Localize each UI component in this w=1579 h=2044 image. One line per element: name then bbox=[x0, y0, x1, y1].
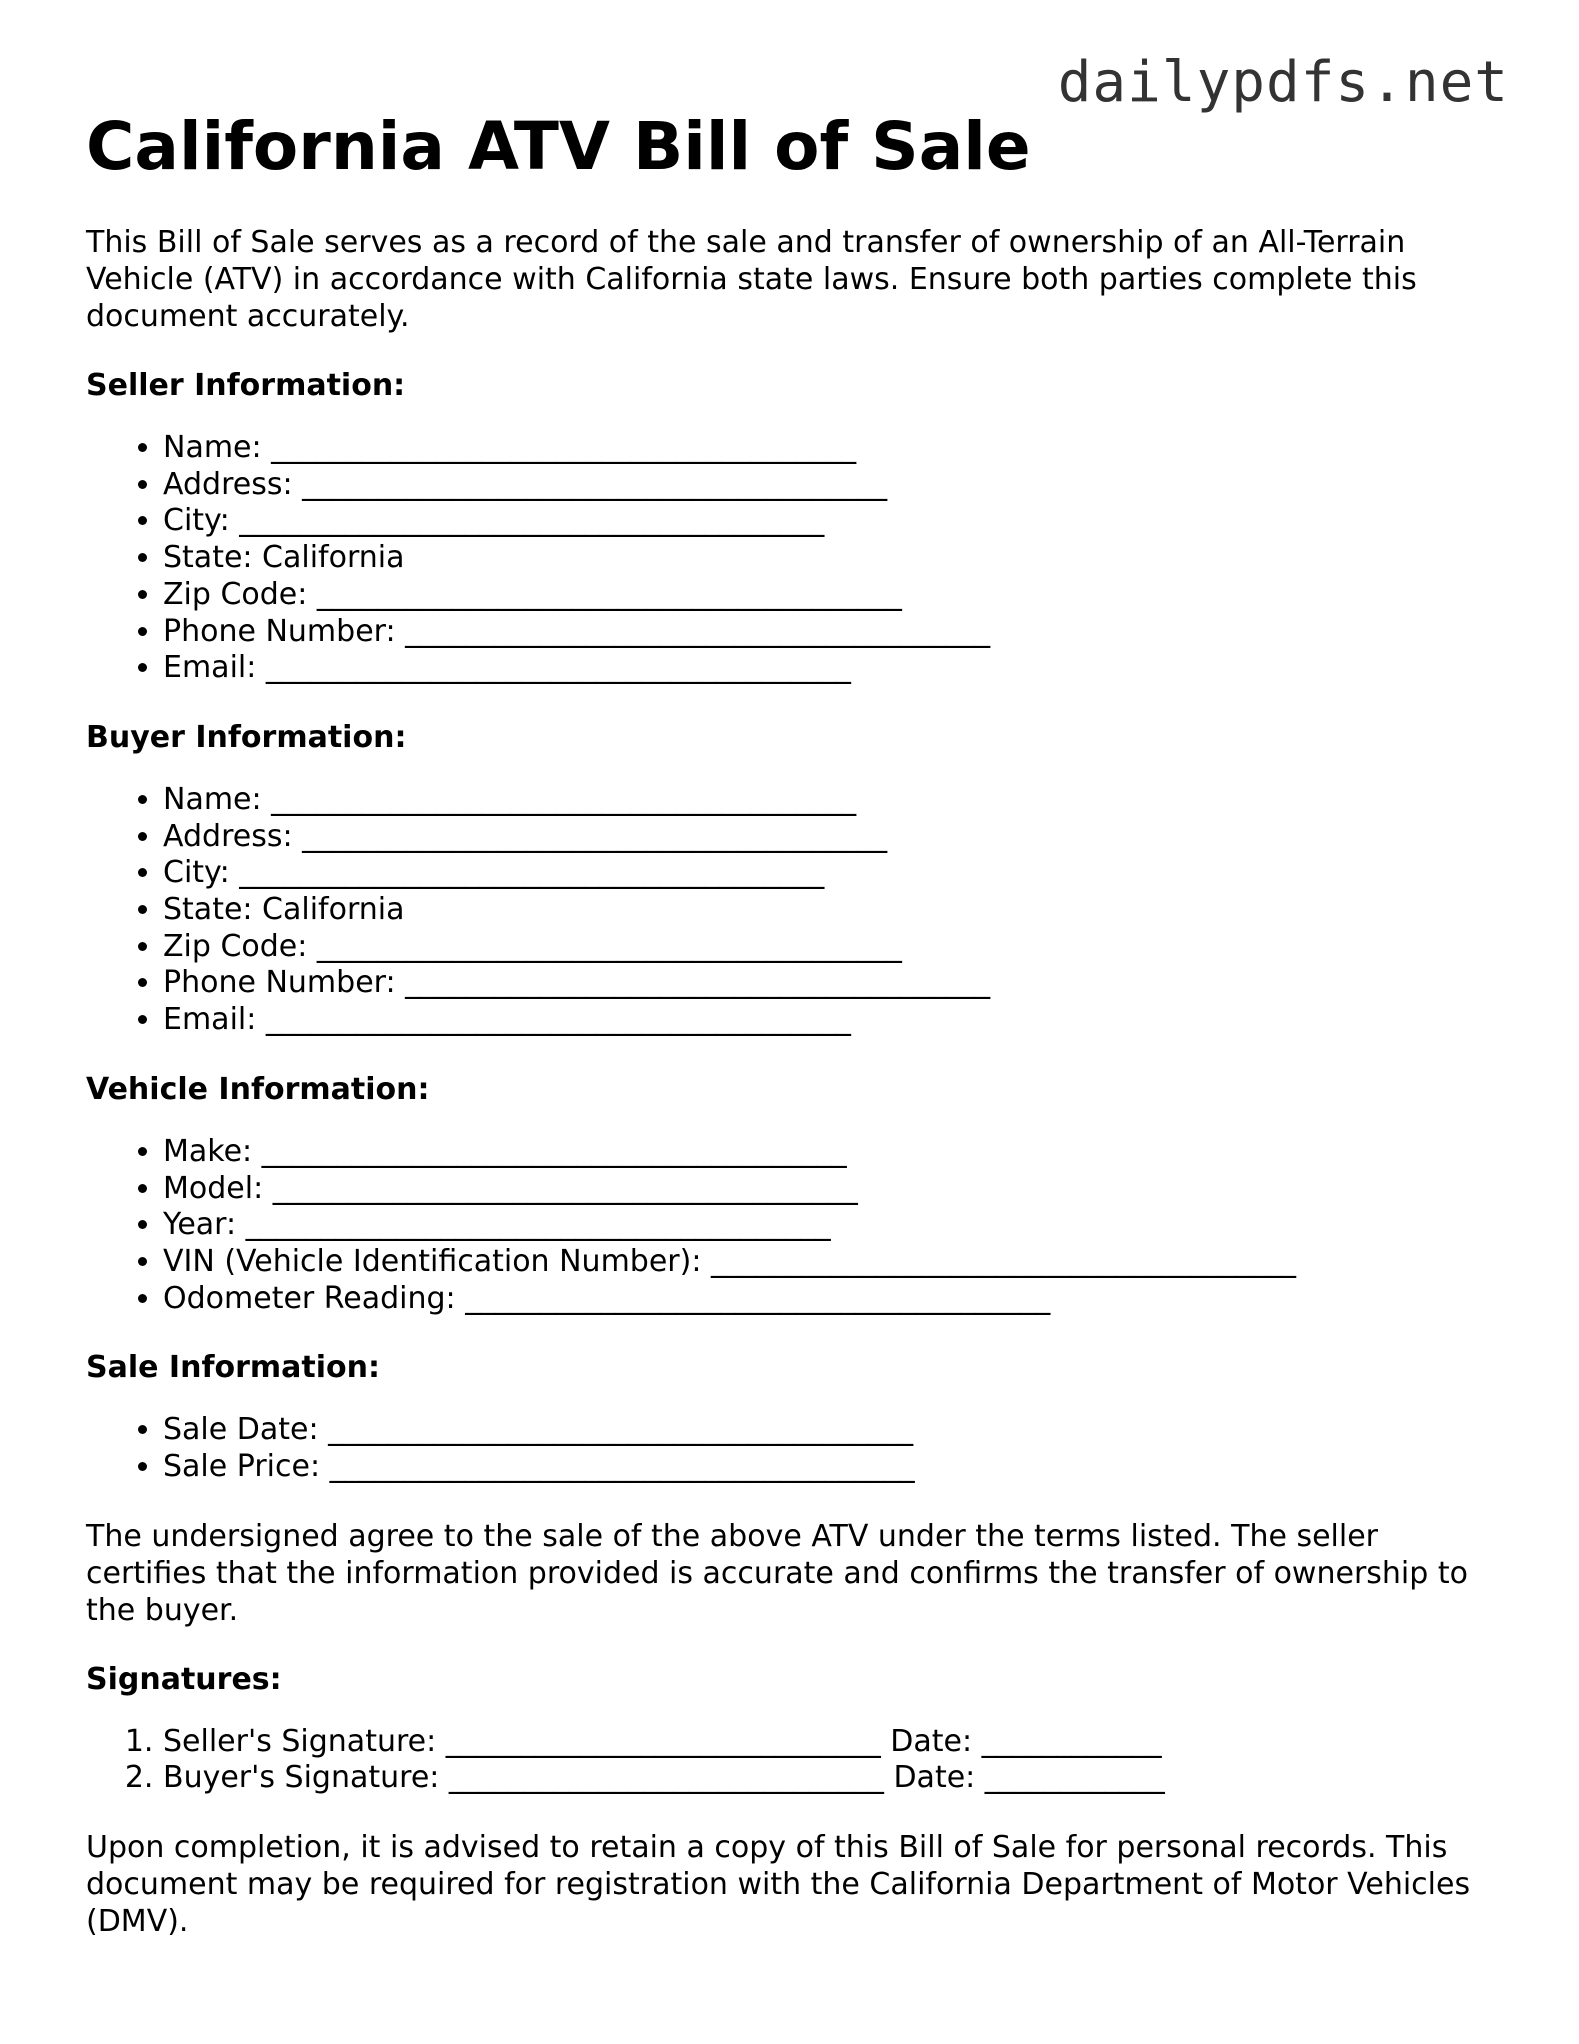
vehicle-odometer-field[interactable]: • Odometer Reading: _______________________________________ bbox=[163, 1281, 1506, 1318]
buyer-name-field[interactable]: • Name: _______________________________________ bbox=[163, 782, 1506, 819]
closing-paragraph: Upon completion, it is advised to retain a copy of this Bill of Sale for personal records. This document may be required for registration with the California Department of Motor Vehicles (DMV). bbox=[86, 1830, 1471, 1940]
buyer-zip-field[interactable]: • Zip Code: _______________________________________ bbox=[163, 929, 1506, 966]
seller-heading: Seller Information: bbox=[86, 368, 406, 403]
vehicle-year-field[interactable]: • Year: _______________________________________ bbox=[163, 1207, 1506, 1244]
seller-state: • State: California bbox=[163, 540, 1506, 577]
page-title: California ATV Bill of Sale bbox=[86, 108, 1031, 185]
seller-email-field[interactable]: • Email: _______________________________________ bbox=[163, 650, 1506, 687]
vehicle-vin-field[interactable]: • VIN (Vehicle Identification Number): _______________________________________ bbox=[163, 1244, 1506, 1281]
vehicle-heading: Vehicle Information: bbox=[86, 1071, 430, 1107]
buyer-email-field[interactable]: • Email: _______________________________________ bbox=[163, 1002, 1506, 1039]
sale-heading: Sale Information: bbox=[86, 1350, 380, 1386]
buyer-heading: Buyer Information: bbox=[86, 719, 407, 755]
document-body bbox=[86, 108, 1506, 1972]
buyer-phone-field[interactable]: • Phone Number: _______________________________________ bbox=[163, 965, 1506, 1002]
buyer-list bbox=[86, 782, 1506, 1039]
sale-list bbox=[86, 1412, 1506, 1485]
watermark: dailypdfs.net bbox=[1057, 50, 1509, 115]
signatures-list bbox=[86, 1724, 1506, 1797]
intro-paragraph: This Bill of Sale serves as a record of the sale and transfer of ownership of an All-Terrain Vehicle (ATV) in accordance with California state laws. Ensure both parties complete this document accurately. bbox=[86, 225, 1417, 334]
seller-phone-field[interactable]: • Phone Number: _______________________________________ bbox=[163, 614, 1506, 651]
buyer-signature-field[interactable]: 2. Buyer's Signature: _____________________________ Date: ____________ bbox=[163, 1760, 1506, 1797]
seller-zip-field[interactable]: • Zip Code: _______________________________________ bbox=[163, 577, 1506, 614]
seller-list bbox=[86, 430, 1506, 687]
vehicle-make-field[interactable]: • Make: _______________________________________ bbox=[163, 1134, 1506, 1171]
sale-price-field[interactable]: • Sale Price: _______________________________________ bbox=[163, 1449, 1506, 1486]
seller-address-field[interactable]: • Address: _______________________________________ bbox=[163, 467, 1506, 504]
sale-date-field[interactable]: • Sale Date: _______________________________________ bbox=[163, 1412, 1506, 1449]
agreement-paragraph: The undersigned agree to the sale of the above ATV under the terms listed. The seller certifies that the information provided is accurate and confirms the transfer of ownership to the buyer. bbox=[86, 1518, 1468, 1628]
signatures-heading: Signatures: bbox=[86, 1661, 282, 1697]
buyer-address-field[interactable]: • Address: _______________________________________ bbox=[163, 819, 1506, 856]
buyer-state: • State: California bbox=[163, 892, 1506, 929]
seller-signature-field[interactable]: 1. Seller's Signature: _____________________________ Date: ____________ bbox=[163, 1724, 1506, 1761]
seller-city-field[interactable]: • City: _______________________________________ bbox=[163, 503, 1506, 540]
vehicle-model-field[interactable]: • Model: _______________________________________ bbox=[163, 1171, 1506, 1208]
buyer-city-field[interactable]: • City: _______________________________________ bbox=[163, 855, 1506, 892]
vehicle-list bbox=[86, 1134, 1506, 1318]
seller-name-field[interactable]: • Name: _______________________________________ bbox=[163, 430, 1506, 467]
